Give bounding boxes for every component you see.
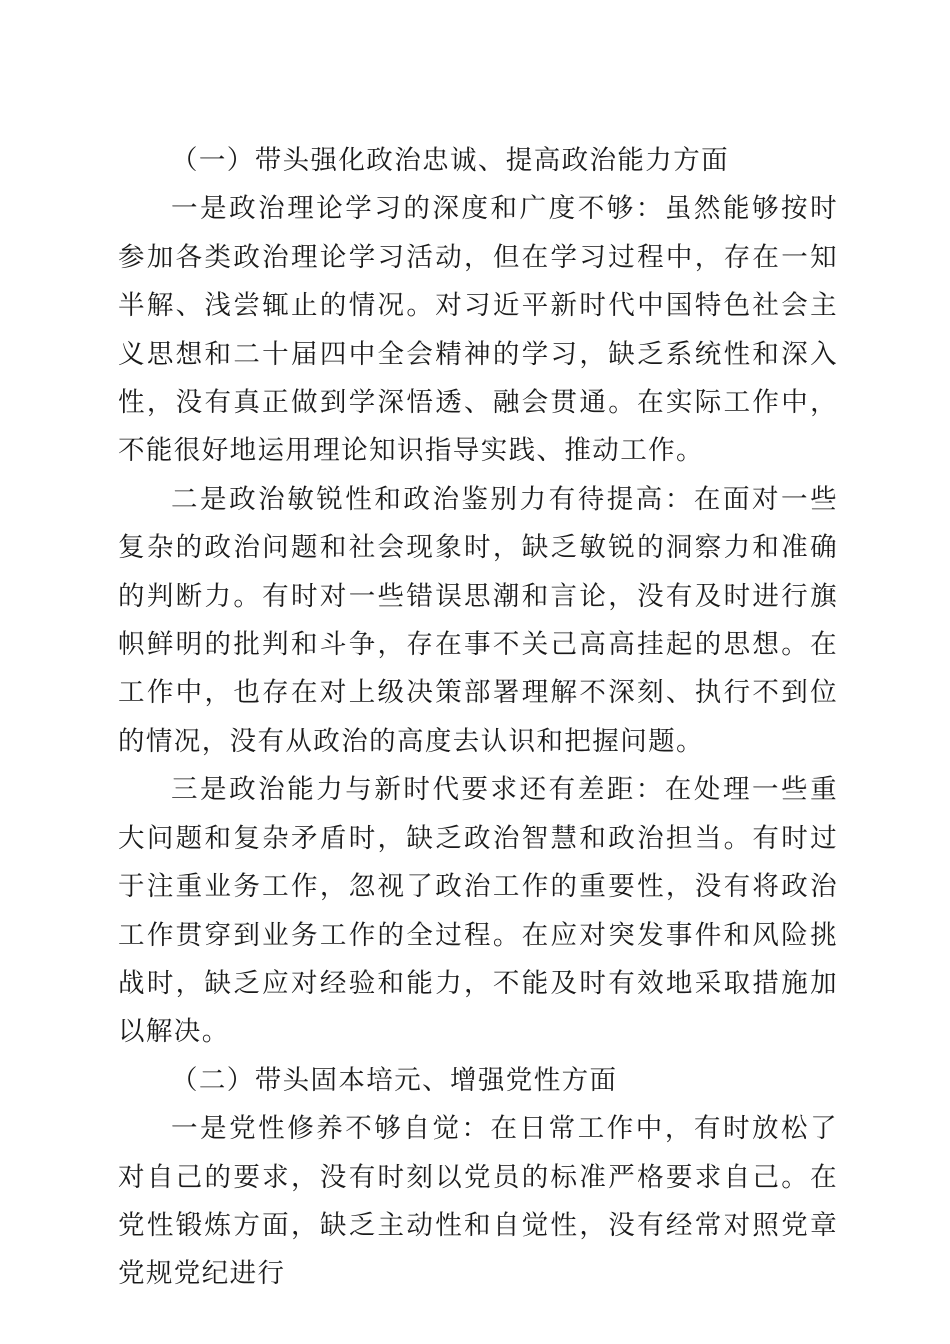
- paragraph-political-ability: 三是政治能力与新时代要求还有差距：在处理一些重大问题和复杂矛盾时，缺乏政治智慧和政治担当。有时过于注重业务工作，忽视了政治工作的重要性，没有将政治工作贯穿到业务工作的全过程。在应对突发事件和风险挑战时，缺乏应对经验和能力，不能及时有效地采取措施加以解决。: [118, 774, 838, 1048]
- document-body: [118, 137, 838, 1299]
- paragraph-party-spirit: 一是党性修养不够自觉：在日常工作中，有时放松了对自己的要求，没有时刻以党员的标准严格要求自己。在党性锻炼方面，缺乏主动性和自觉性，没有经常对照党章党规党纪进行: [118, 1113, 838, 1290]
- section-heading-1: （一）带头强化政治忠诚、提高政治能力方面: [171, 145, 729, 176]
- paragraph-political-theory: 一是政治理论学习的深度和广度不够：虽然能够按时参加各类政治理论学习活动，但在学习过程中，存在一知半解、浅尝辄止的情况。对习近平新时代中国特色社会主义思想和二十届四中全会精神的学习，缺乏系统性和深入性，没有真正做到学深悟透、融会贯通。在实际工作中，不能很好地运用理论知识指导实践、推动工作。: [118, 193, 838, 467]
- paragraph-political-sensitivity: 二是政治敏锐性和政治鉴别力有待提高：在面对一些复杂的政治问题和社会现象时，缺乏敏锐的洞察力和准确的判断力。有时对一些错误思潮和言论，没有及时进行旗帜鲜明的批判和斗争，存在事不关己高高挂起的思想。在工作中，也存在对上级决策部署理解不深刻、执行不到位的情况，没有从政治的高度去认识和把握问题。: [118, 483, 838, 757]
- section-heading-2: （二）带头固本培元、增强党性方面: [171, 1064, 618, 1096]
